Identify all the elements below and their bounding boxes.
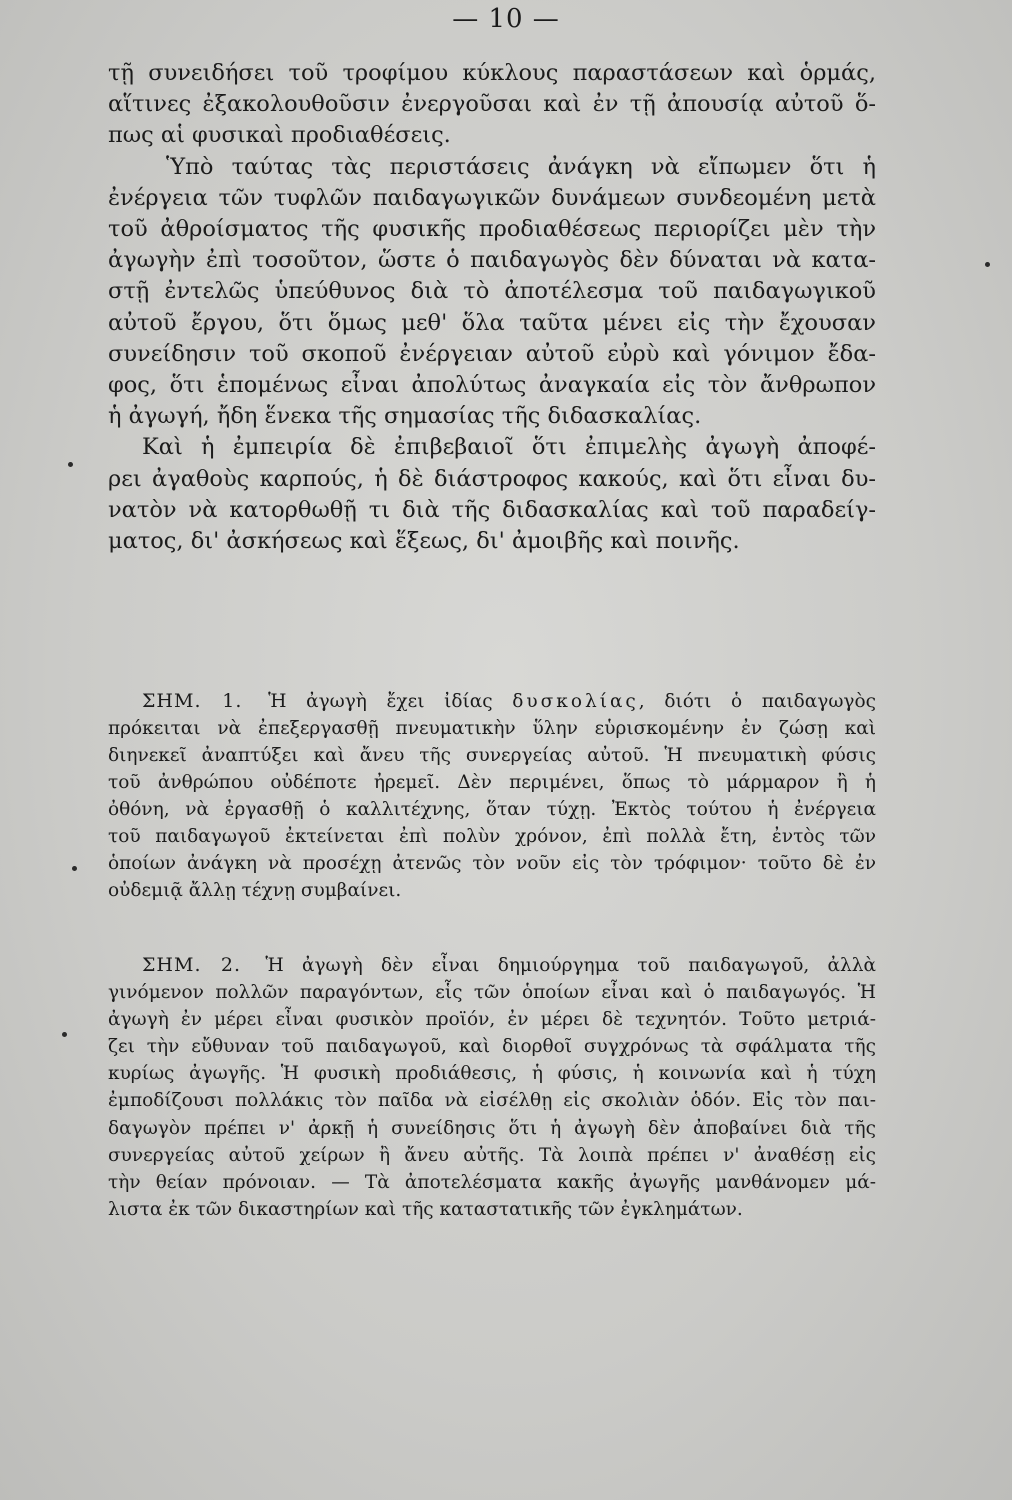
text-line: ἐνέργεια τῶν τυφλῶν παιδαγωγικῶν δυνάμεων συνδεομένη μετὰ	[108, 184, 876, 211]
page-number: — 10 —	[452, 4, 560, 34]
text-line: ἀγωγὴ ἐν μέρει εἶναι φυσικὸν προϊόν, ἐν μέρει δὲ τεχνητόν. Τοῦτο μετριά-	[108, 1009, 876, 1031]
text-line: τοῦ ἀνθρώπου οὐδέποτε ἠρεμεῖ. Δὲν περιμένει, ὅπως τὸ μάρμαρον ἢ ἡ	[108, 772, 876, 793]
ink-speck	[985, 262, 990, 267]
text-line: φος, ὅτι ἑπομένως εἶναι ἀπολύτως ἀναγκαία εἰς τὸν ἄνθρωπον	[108, 372, 876, 399]
ink-speck	[72, 866, 77, 871]
text-line: ρει ἀγαθοὺς καρπούς, ἡ δὲ διάστροφος κακούς, καὶ ὅτι εἶναι δυ-	[108, 465, 876, 492]
text-line: ἐμποδίζουσι πολλάκις τὸν παῖδα νὰ εἰσέλθῃ εἰς σκολιὰν ὁδόν. Εἰς τὸν παι-	[108, 1090, 876, 1112]
ink-speck	[62, 1032, 67, 1037]
text-line: γινόμενον πολλῶν παραγόντων, εἷς τῶν ὁποίων εἶναι καὶ ὁ παιδαγωγός. Ἡ	[108, 982, 876, 1004]
note-label: ΣΗΜ. 2.	[142, 954, 242, 976]
text-line: τοῦ παιδαγωγοῦ ἐκτείνεται ἐπὶ πολὺν χρόνον, ἐπὶ πολλὰ ἔτη, ἐντὸς τῶν	[108, 826, 876, 847]
text-line: συνεργείας αὐτοῦ χείρων ἢ ἄνευ αὐτῆς. Τὰ λοιπὰ πρέπει ν' ἀναθέσῃ εἰς	[108, 1144, 876, 1166]
text-line: δαγωγὸν πρέπει ν' ἀρκῇ ἡ συνείδησις ὅτι ἡ ἀγωγὴ δὲν ἀποβαίνει διὰ τῆς	[108, 1117, 876, 1139]
text-line: ζει τὴν εὔθυναν τοῦ παιδαγωγοῦ, καὶ διορθοῖ συγχρόνως τὰ σφάλματα τῆς	[108, 1036, 876, 1058]
note-1	[108, 688, 876, 904]
text-line: πως αἱ φυσικαὶ προδιαθέσεις.	[108, 122, 451, 149]
text-line: τὴν θείαν πρόνοιαν. — Τὰ ἀποτελέσματα κακῆς ἀγωγῆς μανθάνομεν μά-	[108, 1171, 876, 1193]
text-line: αὐτοῦ ἔργου, ὅτι ὅμως μεθ' ὅλα ταῦτα μένει εἰς τὴν ἔχουσαν	[108, 309, 876, 336]
note-text: Ἡ ἀγωγὴ δὲν εἶναι δημιούργημα τοῦ παιδαγωγοῦ, ἀλλὰ	[265, 955, 876, 976]
text-line: Ὑπὸ ταύτας τὰς περιστάσεις ἀνάγκη νὰ εἴπωμεν ὅτι ἡ	[166, 153, 876, 180]
text-line: πρόκειται νὰ ἐπεξεργασθῇ πνευματικὴν ὕλην εὑρισκομένην ἐν ζώσῃ καὶ	[108, 718, 876, 739]
text-line: λιστα ἐκ τῶν δικαστηρίων καὶ τῆς καταστατικῆς τῶν ἐγκλημάτων.	[108, 1198, 743, 1220]
text-line: τοῦ ἀθροίσματος τῆς φυσικῆς προδιαθέσεως περιορίζει μὲν τὴν	[108, 216, 876, 243]
note-emphasis: δυσκολίας	[512, 691, 639, 712]
text-line: νατὸν νὰ κατορθωθῇ τι διὰ τῆς διδασκαλίας καὶ τοῦ παραδείγ-	[108, 496, 876, 523]
note-first-line	[108, 688, 876, 715]
main-text	[108, 58, 876, 557]
text-line: στῇ ἐντελῶς ὑπεύθυνος διὰ τὸ ἀποτέλεσμα τοῦ παιδαγωγικοῦ	[108, 278, 876, 305]
text-line: διηνεκεῖ ἀναπτύξει καὶ ἄνευ τῆς συνεργείας αὐτοῦ. Ἡ πνευματικὴ φύσις	[108, 745, 876, 766]
ink-speck	[68, 462, 73, 467]
text-line: κυρίως ἀγωγῆς. Ἡ φυσικὴ προδιάθεσις, ἡ φύσις, ἡ κοινωνία καὶ ἡ τύχη	[108, 1063, 876, 1085]
text-line: συνείδησιν τοῦ σκοποῦ ἐνέργειαν αὐτοῦ εὐρὺ καὶ γόνιμον ἔδα-	[108, 340, 876, 367]
text-line: Καὶ ἡ ἐμπειρία δὲ ἐπιβεβαιοῖ ὅτι ἐπιμελὴς ἀγωγὴ ἀποφέ-	[142, 434, 876, 461]
note-text: , διότι ὁ παιδαγωγὸς	[638, 691, 876, 712]
text-line: ὀθόνη, νὰ ἐργασθῇ ὁ καλλιτέχνης, ὅταν τύχῃ. Ἐκτὸς τούτου ἡ ἐνέργεια	[108, 799, 876, 820]
text-line: ἡ ἀγωγή, ἤδη ἕνεκα τῆς σημασίας τῆς διδασκαλίας.	[108, 403, 702, 430]
text-line: αἵτινες ἐξακολουθοῦσιν ἐνεργοῦσαι καὶ ἐν τῇ ἀπουσίᾳ αὐτοῦ ὅ-	[108, 91, 876, 118]
note-label: ΣΗΜ. 1.	[142, 690, 243, 712]
text-line: ὁποίων ἀνάγκη νὰ προσέχῃ ἀτενῶς τὸν νοῦν εἰς τὸν τρόφιμον· τοῦτο δὲ ἐν	[108, 853, 876, 874]
note-first-line	[108, 952, 876, 979]
note-text: Ἡ ἀγωγὴ ἔχει ἰδίας	[268, 691, 493, 712]
text-line: οὐδεμιᾷ ἄλλῃ τέχνῃ συμβαίνει.	[108, 880, 402, 901]
text-line: τῇ συνειδήσει τοῦ τροφίμου κύκλους παραστάσεων καὶ ὁρμάς,	[108, 60, 876, 86]
note-2	[108, 952, 876, 1223]
text-line: ἀγωγὴν ἐπὶ τοσοῦτον, ὥστε ὁ παιδαγωγὸς δὲν δύναται νὰ κατα-	[108, 247, 876, 274]
text-line: ματος, δι' ἀσκήσεως καὶ ἕξεως, δι' ἀμοιβῆς καὶ ποινῆς.	[108, 528, 740, 555]
